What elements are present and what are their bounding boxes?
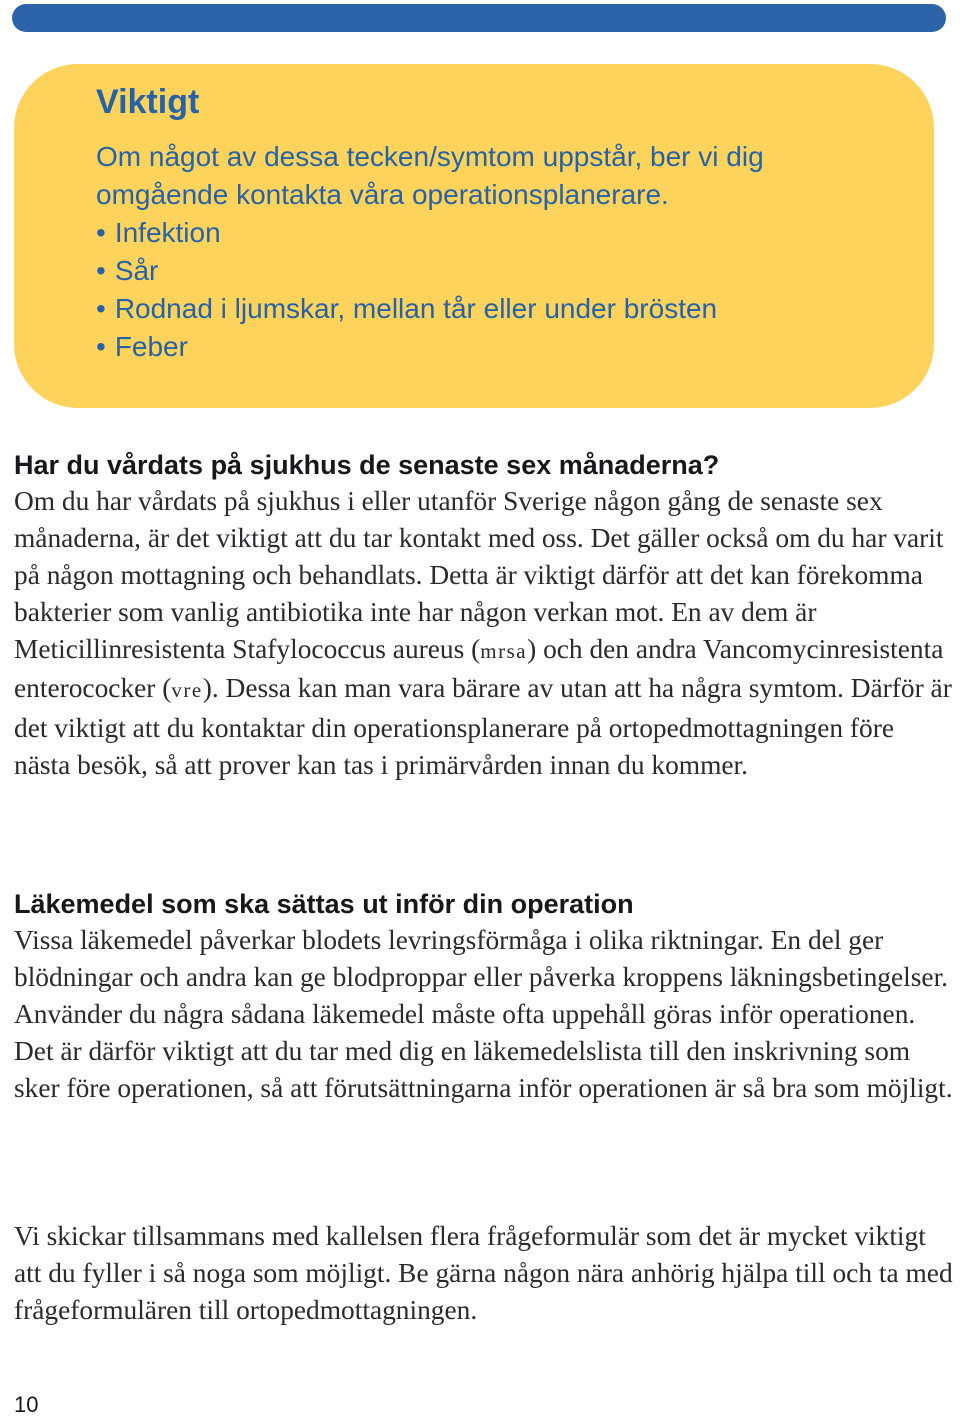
list-item-label: Sår [114, 255, 159, 286]
medication-section [14, 886, 954, 1107]
header-bar [12, 4, 946, 32]
list-item-label: Feber [114, 331, 188, 362]
list-item-label: Rodnad i ljumskar, mellan tår eller under brösten [114, 293, 718, 324]
page-number: 10 [14, 1392, 39, 1417]
callout-text: Om något av dessa tecken/symtom uppstår, ber vi dig omgående kontakta våra operationsplanerare. [96, 141, 764, 210]
important-callout [14, 64, 934, 408]
vre-abbreviation: vre [171, 678, 203, 703]
forms-paragraph: Vi skickar tillsammans med kallelsen flera frågeformulär som det är mycket viktigt att du fyller i så noga som möjligt. Be gärna någon nära anhörig hjälpa till och ta med frågeformulären till ortopedmottagningen. [14, 1221, 953, 1326]
bullet-icon: • [96, 293, 106, 324]
list-item [96, 290, 934, 328]
hospital-text-part-2: ) och den andra Vancomycinresistenta enterococker ( [14, 634, 944, 704]
bullet-icon: • [96, 217, 106, 248]
mrsa-abbreviation: mrsa [480, 639, 528, 664]
bullet-icon: • [96, 331, 106, 362]
hospital-paragraph [14, 483, 954, 784]
hospital-text-part-1: Om du har vårdats på sjukhus i eller utanför Sverige någon gång de senaste sex månaderna, är det viktigt att du tar kontakt med oss. Det gäller också om du har varit på någon mottagning och behandlats. Detta är viktigt därför att det kan förekomma bakterier som vanlig antibiotika inte har någon verkan mot. En av dem är Meticillinresistenta Stafylococcus aureus ( [14, 486, 944, 665]
hospital-section [14, 447, 954, 784]
symptom-list [96, 214, 934, 366]
bullet-icon: • [96, 255, 106, 286]
list-item [96, 328, 934, 366]
forms-section [14, 1218, 954, 1329]
medication-heading: Läkemedel som ska sättas ut inför din operation [14, 889, 634, 919]
list-item [96, 252, 934, 290]
hospital-text-part-3: ). Dessa kan man vara bärare av utan att ha några symtom. Därför är det viktigt att du kontaktar din operationsplanerare på ortopedmottagningen före nästa besök, så att prover kan tas i primärvården innan du kommer. [14, 673, 952, 780]
list-item-label: Infektion [114, 217, 221, 248]
callout-title: Viktigt [96, 83, 200, 121]
list-item [96, 214, 934, 252]
hospital-heading: Har du vårdats på sjukhus de senaste sex månaderna? [14, 450, 720, 480]
medication-paragraph: Vissa läkemedel påverkar blodets levringsförmåga i olika riktningar. En del ger blödningar och andra kan ge blodproppar eller påverka kroppens läkningsbetingelser. Använder du några sådana läkemedel måste ofta uppehåll göras inför operationen. Det är därför viktigt att du tar med dig en läkemedelslista till den inskrivning som sker före operationen, så att förutsättningarna inför operationen är så bra som möjligt. [14, 925, 953, 1104]
